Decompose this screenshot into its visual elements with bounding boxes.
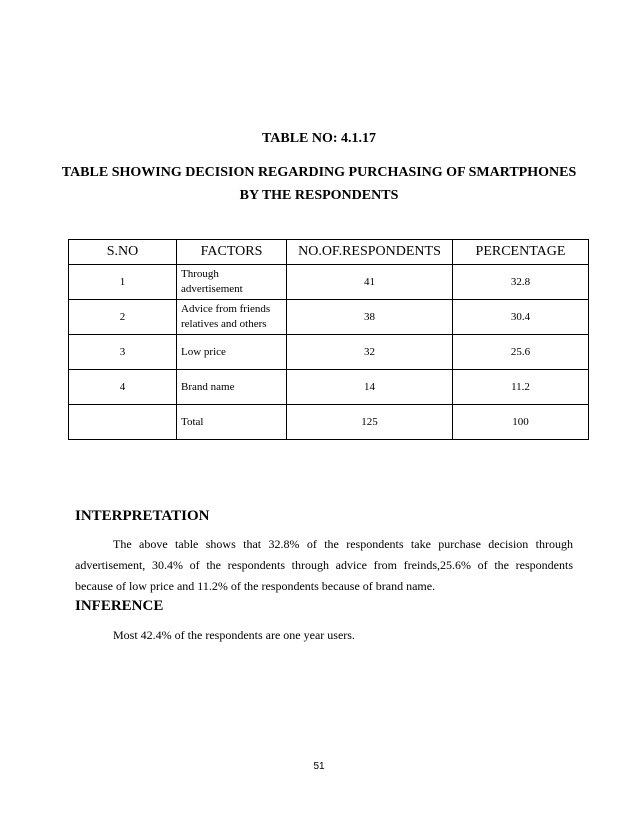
cell-percentage: 32.8 <box>453 265 589 300</box>
cell-factor: Total <box>177 405 287 440</box>
cell-respondents: 14 <box>287 370 453 405</box>
inference-text: Most 42.4% of the respondents are one year users. <box>113 628 355 642</box>
cell-respondents: 125 <box>287 405 453 440</box>
inference-heading: INFERENCE <box>75 598 164 614</box>
data-table <box>68 239 589 440</box>
table-header-row <box>69 240 589 265</box>
header-percentage: PERCENTAGE <box>453 240 589 265</box>
table-row <box>69 370 589 405</box>
header-sno: S.NO <box>69 240 177 265</box>
cell-percentage: 100 <box>453 405 589 440</box>
cell-factor: Advice from friends relatives and others <box>177 300 287 335</box>
cell-sno <box>69 405 177 440</box>
page-number: 51 <box>313 761 325 772</box>
table-caption: TABLE NO: 4.1.17 <box>261 131 377 146</box>
table-row <box>69 265 589 300</box>
table-row <box>69 300 589 335</box>
cell-respondents: 32 <box>287 335 453 370</box>
header-respondents: NO.OF.RESPONDENTS <box>287 240 453 265</box>
cell-respondents: 38 <box>287 300 453 335</box>
cell-percentage: 30.4 <box>453 300 589 335</box>
table-row <box>69 335 589 370</box>
interpretation-text: The above table shows that 32.8% of the respondents take purchase decision through advertisement, 30.4% of the respondents through advice from freinds,25.6% of the respondents because of low price and 11.2% of the respondents because of brand name. <box>75 537 573 593</box>
table-total-row <box>69 405 589 440</box>
cell-factor: Brand name <box>177 370 287 405</box>
cell-respondents: 41 <box>287 265 453 300</box>
header-factors: FACTORS <box>177 240 287 265</box>
cell-sno: 1 <box>69 265 177 300</box>
interpretation-heading: INTERPRETATION <box>75 508 210 524</box>
cell-sno: 2 <box>69 300 177 335</box>
cell-percentage: 11.2 <box>453 370 589 405</box>
table-title: TABLE SHOWING DECISION REGARDING PURCHASING OF SMARTPHONES BY THE RESPONDENTS <box>61 165 577 203</box>
cell-percentage: 25.6 <box>453 335 589 370</box>
cell-factor: Low price <box>177 335 287 370</box>
cell-factor: Through advertisement <box>177 265 287 300</box>
cell-sno: 4 <box>69 370 177 405</box>
cell-sno: 3 <box>69 335 177 370</box>
